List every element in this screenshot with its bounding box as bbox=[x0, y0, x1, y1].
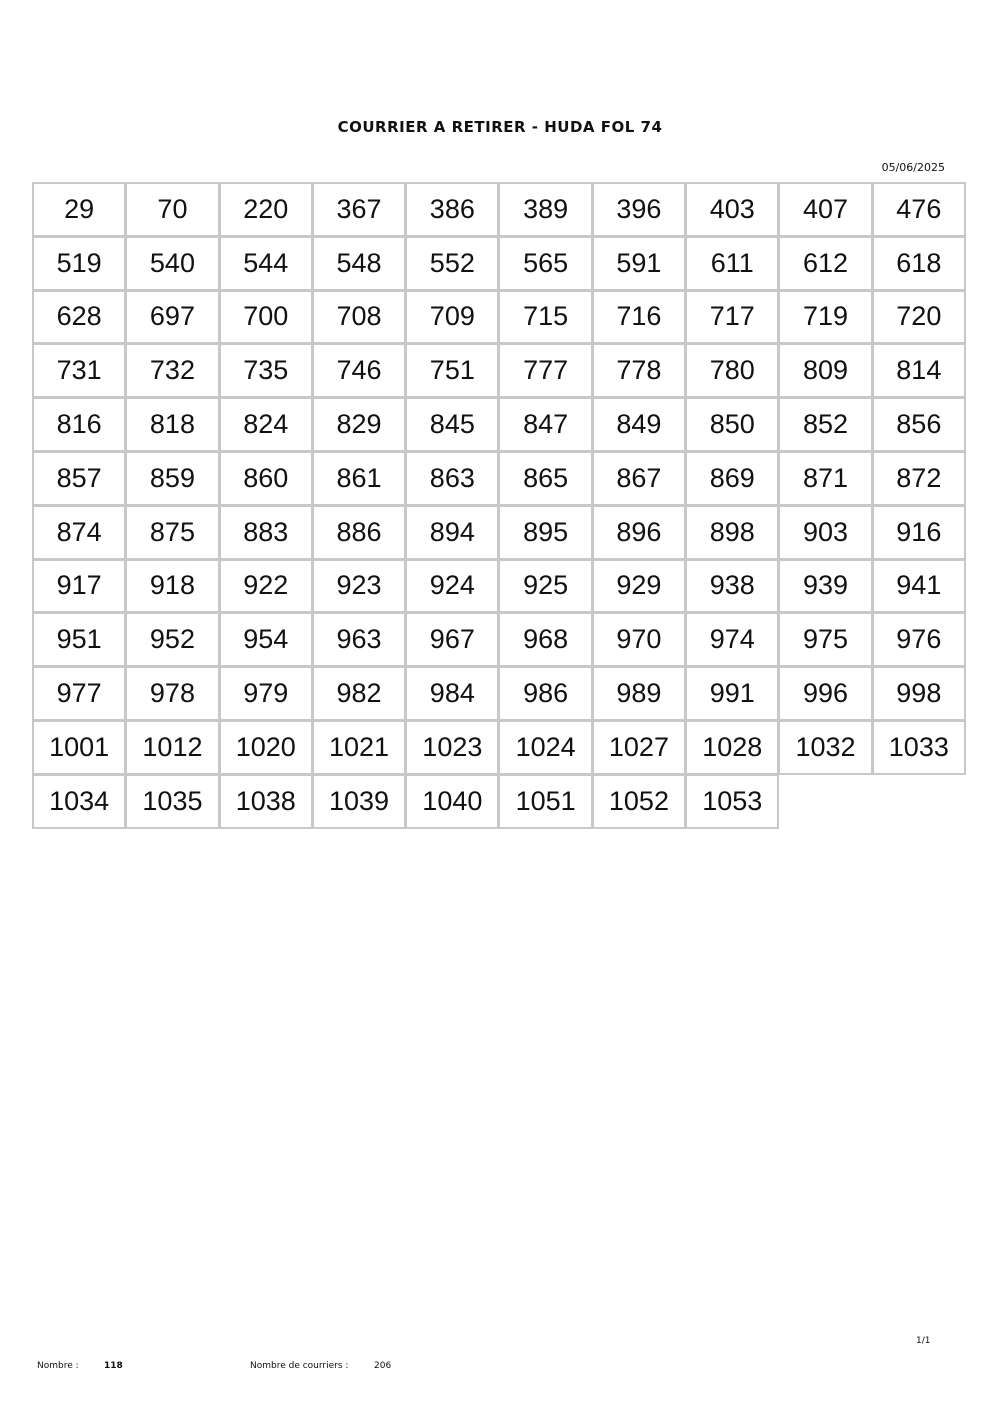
number-cell: 929 bbox=[592, 559, 686, 614]
number-cell: 220 bbox=[219, 182, 313, 237]
number-cell: 875 bbox=[125, 505, 219, 560]
number-cell: 778 bbox=[592, 343, 686, 398]
number-cell: 780 bbox=[685, 343, 779, 398]
number-cell: 869 bbox=[685, 451, 779, 506]
count-label: Nombre : bbox=[37, 1361, 79, 1371]
number-cell: 1034 bbox=[32, 774, 126, 829]
number-cell: 979 bbox=[219, 666, 313, 721]
number-cell: 611 bbox=[685, 236, 779, 291]
number-cell: 978 bbox=[125, 666, 219, 721]
number-cell: 883 bbox=[219, 505, 313, 560]
page-number: 1/1 bbox=[916, 1336, 931, 1346]
number-cell: 1040 bbox=[405, 774, 499, 829]
number-cell: 1024 bbox=[498, 720, 592, 775]
number-cell: 816 bbox=[32, 397, 126, 452]
number-cell: 917 bbox=[32, 559, 126, 614]
number-cell: 963 bbox=[312, 612, 406, 667]
number-cell: 954 bbox=[219, 612, 313, 667]
number-cell: 896 bbox=[592, 505, 686, 560]
number-cell: 565 bbox=[498, 236, 592, 291]
number-cell: 700 bbox=[219, 290, 313, 345]
number-cell: 847 bbox=[498, 397, 592, 452]
number-cell: 731 bbox=[32, 343, 126, 398]
number-cell: 732 bbox=[125, 343, 219, 398]
number-cell: 925 bbox=[498, 559, 592, 614]
number-cell: 845 bbox=[405, 397, 499, 452]
number-cell: 989 bbox=[592, 666, 686, 721]
number-cell: 871 bbox=[778, 451, 872, 506]
number-cell: 991 bbox=[685, 666, 779, 721]
number-cell: 867 bbox=[592, 451, 686, 506]
number-cell: 1023 bbox=[405, 720, 499, 775]
number-cell: 1053 bbox=[685, 774, 779, 829]
number-cell: 863 bbox=[405, 451, 499, 506]
number-cell: 850 bbox=[685, 397, 779, 452]
number-cell: 918 bbox=[125, 559, 219, 614]
number-cell: 1038 bbox=[219, 774, 313, 829]
number-cell: 719 bbox=[778, 290, 872, 345]
number-cell: 975 bbox=[778, 612, 872, 667]
count-value: 118 bbox=[104, 1361, 123, 1371]
number-cell: 938 bbox=[685, 559, 779, 614]
number-cell: 717 bbox=[685, 290, 779, 345]
number-cell: 548 bbox=[312, 236, 406, 291]
number-cell: 709 bbox=[405, 290, 499, 345]
number-cell: 861 bbox=[312, 451, 406, 506]
number-cell: 952 bbox=[125, 612, 219, 667]
number-cell: 998 bbox=[872, 666, 966, 721]
number-cell: 29 bbox=[32, 182, 126, 237]
number-cell: 70 bbox=[125, 182, 219, 237]
number-cell: 591 bbox=[592, 236, 686, 291]
mail-count-value: 206 bbox=[374, 1361, 392, 1371]
number-cell: 939 bbox=[778, 559, 872, 614]
number-cell: 984 bbox=[405, 666, 499, 721]
number-cell: 916 bbox=[872, 505, 966, 560]
number-cell: 389 bbox=[498, 182, 592, 237]
page-title: COURRIER A RETIRER - HUDA FOL 74 bbox=[337, 118, 663, 136]
number-cell: 1012 bbox=[125, 720, 219, 775]
number-cell: 814 bbox=[872, 343, 966, 398]
number-cell: 1020 bbox=[219, 720, 313, 775]
number-cell: 396 bbox=[592, 182, 686, 237]
number-cell: 386 bbox=[405, 182, 499, 237]
number-cell: 1033 bbox=[872, 720, 966, 775]
number-cell: 977 bbox=[32, 666, 126, 721]
number-cell: 1039 bbox=[312, 774, 406, 829]
document-date: 05/06/2025 bbox=[881, 161, 945, 174]
number-cell: 986 bbox=[498, 666, 592, 721]
number-cell: 951 bbox=[32, 612, 126, 667]
number-cell: 618 bbox=[872, 236, 966, 291]
number-cell: 519 bbox=[32, 236, 126, 291]
number-cell: 715 bbox=[498, 290, 592, 345]
number-cell: 1001 bbox=[32, 720, 126, 775]
number-cell: 809 bbox=[778, 343, 872, 398]
number-cell: 872 bbox=[872, 451, 966, 506]
number-cell: 967 bbox=[405, 612, 499, 667]
number-cell: 735 bbox=[219, 343, 313, 398]
number-cell: 407 bbox=[778, 182, 872, 237]
number-cell: 898 bbox=[685, 505, 779, 560]
number-cell: 1032 bbox=[778, 720, 872, 775]
number-cell: 829 bbox=[312, 397, 406, 452]
number-cell: 996 bbox=[778, 666, 872, 721]
number-cell: 708 bbox=[312, 290, 406, 345]
number-cell: 982 bbox=[312, 666, 406, 721]
number-cell: 824 bbox=[219, 397, 313, 452]
number-cell: 367 bbox=[312, 182, 406, 237]
number-cell: 746 bbox=[312, 343, 406, 398]
number-cell: 852 bbox=[778, 397, 872, 452]
number-cell: 924 bbox=[405, 559, 499, 614]
number-cell: 976 bbox=[872, 612, 966, 667]
number-cell: 941 bbox=[872, 559, 966, 614]
number-cell: 628 bbox=[32, 290, 126, 345]
number-cell: 894 bbox=[405, 505, 499, 560]
mail-count-label: Nombre de courriers : bbox=[250, 1361, 349, 1371]
number-cell: 612 bbox=[778, 236, 872, 291]
number-cell: 1021 bbox=[312, 720, 406, 775]
number-cell: 895 bbox=[498, 505, 592, 560]
number-cell: 865 bbox=[498, 451, 592, 506]
number-cell: 720 bbox=[872, 290, 966, 345]
number-cell: 1028 bbox=[685, 720, 779, 775]
number-cell: 1027 bbox=[592, 720, 686, 775]
number-cell: 777 bbox=[498, 343, 592, 398]
number-cell: 974 bbox=[685, 612, 779, 667]
number-cell: 697 bbox=[125, 290, 219, 345]
number-cell: 716 bbox=[592, 290, 686, 345]
number-cell: 476 bbox=[872, 182, 966, 237]
number-cell: 1051 bbox=[498, 774, 592, 829]
number-cell: 1052 bbox=[592, 774, 686, 829]
number-cell: 970 bbox=[592, 612, 686, 667]
number-cell: 403 bbox=[685, 182, 779, 237]
number-cell: 751 bbox=[405, 343, 499, 398]
number-cell: 859 bbox=[125, 451, 219, 506]
number-cell: 922 bbox=[219, 559, 313, 614]
number-cell: 540 bbox=[125, 236, 219, 291]
number-cell: 886 bbox=[312, 505, 406, 560]
number-cell: 544 bbox=[219, 236, 313, 291]
number-cell: 968 bbox=[498, 612, 592, 667]
number-cell: 903 bbox=[778, 505, 872, 560]
number-cell: 860 bbox=[219, 451, 313, 506]
number-cell: 857 bbox=[32, 451, 126, 506]
number-cell: 552 bbox=[405, 236, 499, 291]
number-cell: 856 bbox=[872, 397, 966, 452]
number-cell: 849 bbox=[592, 397, 686, 452]
number-grid bbox=[33, 183, 966, 829]
number-cell: 818 bbox=[125, 397, 219, 452]
number-cell: 874 bbox=[32, 505, 126, 560]
number-cell: 923 bbox=[312, 559, 406, 614]
number-cell: 1035 bbox=[125, 774, 219, 829]
